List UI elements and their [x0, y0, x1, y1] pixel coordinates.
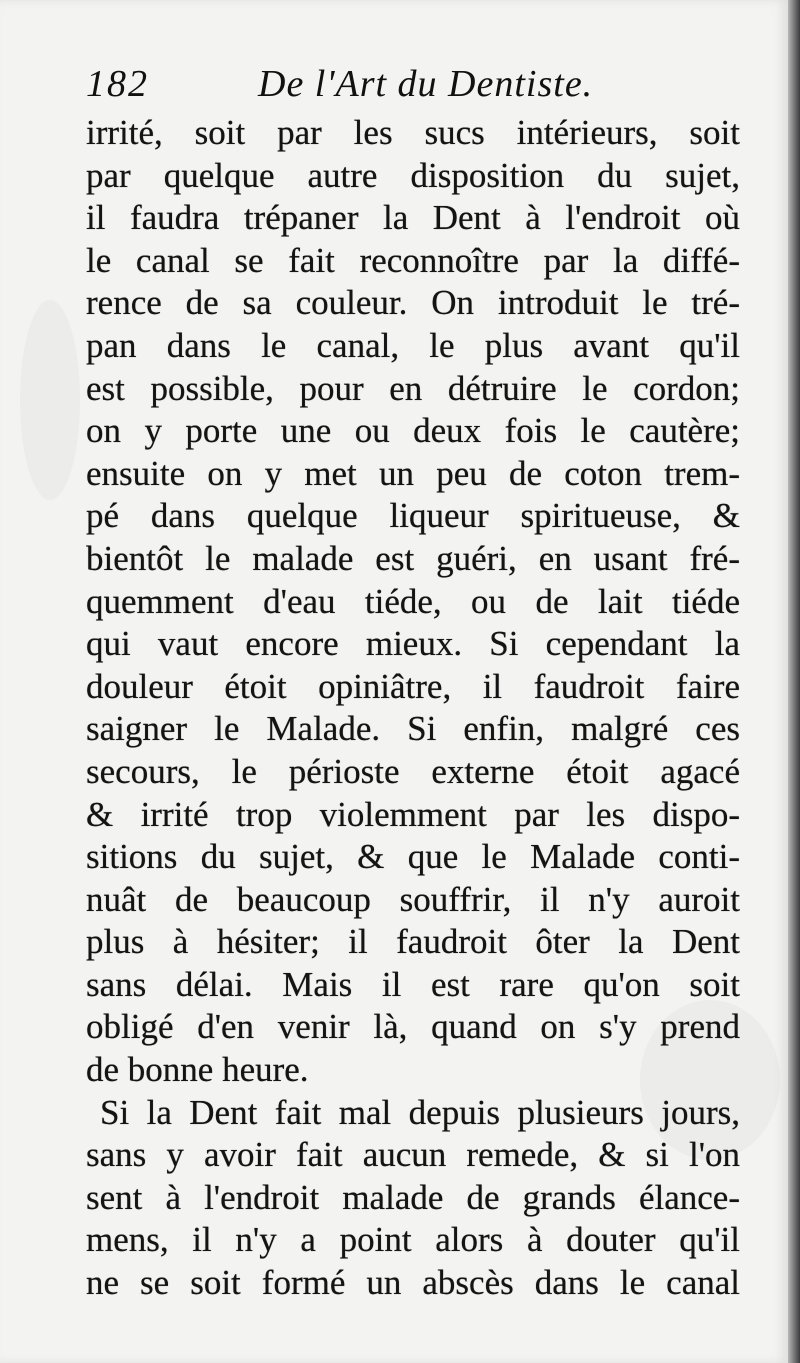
text-line: douleur étoit opiniâtre, il faudroit faire — [86, 666, 740, 706]
text-line: Si la Dent fait mal depuis plusieurs jours, — [100, 1092, 740, 1132]
paragraph-2 — [86, 1092, 740, 1305]
text-line: obligé d'en venir là, quand on s'y prend — [86, 1007, 740, 1047]
text-line: & irrité trop violemment par les dispo- — [86, 794, 740, 834]
page-header — [86, 62, 746, 112]
text-line: sitions du sujet, & que le Malade conti- — [86, 837, 740, 877]
text-line: nuât de beaucoup souffrir, il n'y auroit — [86, 879, 740, 919]
text-line: plus à hésiter; il faudroit ôter la Dent — [86, 922, 740, 962]
text-line: saigner le Malade. Si enfin, malgré ces — [86, 709, 740, 749]
text-line: on y porte une ou deux fois le cautère; — [86, 411, 740, 451]
text-line: qui vaut encore mieux. Si cependant la — [86, 624, 740, 664]
paper-stain — [20, 300, 80, 500]
text-line: pé dans quelque liqueur spiritueuse, & — [86, 496, 740, 536]
text-line: rence de sa couleur. On introduit le tré- — [86, 283, 740, 323]
text-line: ne se soit formé un abscès dans le canal — [86, 1263, 740, 1303]
text-line: par quelque autre disposition du sujet, — [86, 155, 740, 195]
body-text — [86, 112, 740, 1305]
text-line: quemment d'eau tiéde, ou de lait tiéde — [86, 581, 740, 621]
text-line: bientôt le malade est guéri, en usant fré- — [86, 538, 740, 578]
text-line: de bonne heure. — [86, 1050, 309, 1090]
page-number: 182 — [86, 63, 149, 105]
page-edge-shadow — [788, 0, 800, 1363]
running-title: De l'Art du Dentiste. — [258, 63, 594, 105]
text-line: il faudra trépaner la Dent à l'endroit où — [86, 198, 740, 238]
text-line: mens, il n'y a point alors à douter qu'il — [86, 1220, 740, 1260]
text-line: ensuite on y met un peu de coton trem- — [86, 453, 740, 493]
text-line: sans délai. Mais il est rare qu'on soit — [86, 964, 740, 1004]
text-line: secours, le périoste externe étoit agacé — [86, 751, 740, 791]
text-line: est possible, pour en détruire le cordon; — [86, 368, 740, 408]
text-line: pan dans le canal, le plus avant qu'il — [86, 325, 740, 365]
paragraph-1 — [86, 112, 740, 1092]
text-line: le canal se fait reconnoître par la diffé- — [86, 240, 740, 280]
text-line: sans y avoir fait aucun remede, & si l'on — [86, 1135, 740, 1175]
text-line: sent à l'endroit malade de grands élance- — [86, 1177, 740, 1217]
text-line: irrité, soit par les sucs intérieurs, soit — [86, 113, 740, 152]
